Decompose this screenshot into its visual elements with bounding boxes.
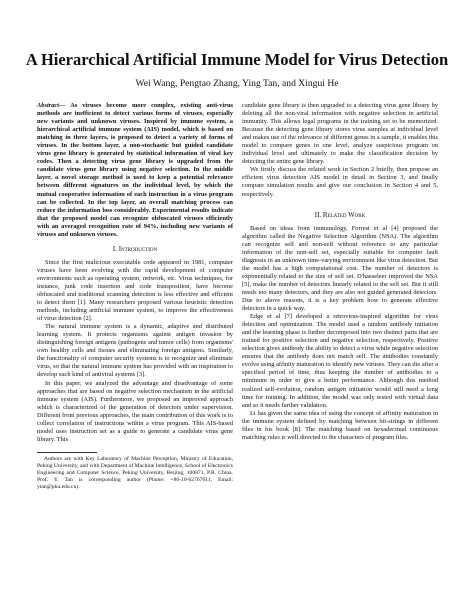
right-column [242,102,438,442]
footnote-rule [37,452,97,453]
author-footnote: Authors are with Key Laboratory of Machine Perception, Ministry of Education, Peking University, and with Department of Machine Intelligence, School of Electronics Engineering and Computer Science, Peking University, Beijing, 100871, P.R. China. Prof. Y. Tan is corresponding author (Phone: +86-10-62767611, Email: ytan@pku.edu.cn). [37,455,233,490]
abstract [37,102,233,239]
intro-paragraph: We firstly discuss the related work in Section 2 briefly, then propose an efficient virus detection AIS model in detail in Section 3, and finally compare simulation results and give our conclusion in Section 4 and 5, respectively. [242,166,438,198]
paper-title: A Hierarchical Artificial Immune Model for Virus Detection [25,50,449,69]
section-heading-introduction: I. Introduction [112,244,158,253]
section-heading-related-work: II. Related Work [314,210,366,219]
left-column [37,102,233,490]
intro-paragraph: The natural immune system is a dynamic, adaptive and distributed learning system. It protects organisms against antigen invasion by distinguishing foreign antigens (pathogens and tumor cells) from organisms' own healthy cells and tissues and eliminating foreign antigens. Similarly, the functionality of computer security systems is to recognize and eliminate virus, so that the natural immune system has provided with an inspiration to develop such kind of antiviral systems [3]. [37,323,233,379]
abstract-label: Abstract [37,102,60,109]
paper-authors: Wei Wang, Pengtao Zhang, Ying Tan, and Xingui He [135,78,339,89]
abstract-text: As viruses become more complex, existing anti-virus methods are inefficient to detect various forms of viruses, especially new variants and unknown viruses. Inspired by immune system, a hierarchical artificial immune system (AIS) model, which is based on matching in three layers, is proposed to detect a variety of forms of viruses. In the bottom layer, a non-stochastic but guided candidate virus gene library is generated by statistical information of viral key codes. Then a detecting virus gene library is upgraded from the candidate virus gene library using negative selection. In the middle layer, a novel storage method is used to keep a potential relevance between different signatures on the individual level, by which the mutual cooperative information of each instruction in a virus program can be collected. In the top layer, an overall matching process can reduce the information loss considerably. Experimental results indicate that the proposed model can recognize obfuscated viruses efficiently with an averaged recognition rate of 94%, including new variants of viruses and unknown viruses. [37,102,233,238]
related-work-paragraph: Based on ideas from immunology, Forrest et al [4] proposed the algorithm called the Negative Selection Algorithm (NSA). The algorithm can recognize self and non-self without reference to any particular information of the non-self set, especially suitable for computer fault diagnosis in an unknown time-varying environment like virus detection. But the model has a high computational cost. The number of detectors is exponentially related to the size of self set. D'haeseleer improved the NSA [5], make the number of detectors linearly related to the self set. But it still needs too many detectors, and they are also not guided generated detectors. Due to above reasons, it is a key problem how to generate effective detectors in a quick way. [242,224,438,313]
intro-paragraph: Since the first malicious executable code appeared in 1981, computer viruses have been evolving with the rapid development of computer environments such as operating system, network, etc. Virus techniques, for instance, junk code insertion and code transposition, have become obfuscated and traditional scanning detection is less effective and efficient to detect them [1]. Many researchers proposed various heuristic detection methods, including artificial immune system, to improve the effectiveness of virus detection [2]. [37,258,233,323]
intro-paragraph: In this paper, we analyzed the advantage and disadvantage of some approaches that are based on negative selection mechanism in the artificial immune system (AIS). Furthermore, we proposed an improved approach which is characterized of the generation of detectors under supervision. Different from previous approaches, the main contribution of this work is to collect correlation of instructions within a virus program. This AIS-based model uses instruction set as a guide to generate a candidate virus gene library. This [37,379,233,443]
related-work-paragraph: Edge et al [7] developed a retrovirus-inspired algorithm for virus detection and optimization. The model used a random antibody initiation and the learning phase is further decomposed into two distinct parts that are trained for positive selection and negative selection, respectively. Positive selection gives antibody the ability to detect a virus while negative selection ensures that the antibody does not match self. The antibodies constantly evolve using affinity maturation to identify new viruses. They can die after a specified period of time, thus keeping the number of antibodies to a minimum in order to give a better performance. Although this method realized self-evolution, random antigen initiation would still need a long time for training. In addition, the model was only tested with virtual data and so it needs further validation. [242,313,438,409]
abstract-dash: — [59,102,66,109]
intro-continuation-paragraph: candidate gene library is then upgraded to a detecting virus gene library by deleting all the non-viral information with negative selection in artificial immunity. This allows legal programs in the training set to be memorized. Because the detecting gene library stores virus samples at individual level and makes use of the relevance of different genes in a sample, it enables this model to compare genes in one level, analyze suspicious program on individual level and ultimately to make the classification decision by detecting the entire gene library. [242,102,438,166]
related-work-paragraph: Li has given the same idea of using the concept of affinity maturation in the immune system defined by matching between bit-strings in different files in his book [8]. The matching based on hexadecimal continuous matching rules is well directed to the characters of program files. [242,409,438,441]
